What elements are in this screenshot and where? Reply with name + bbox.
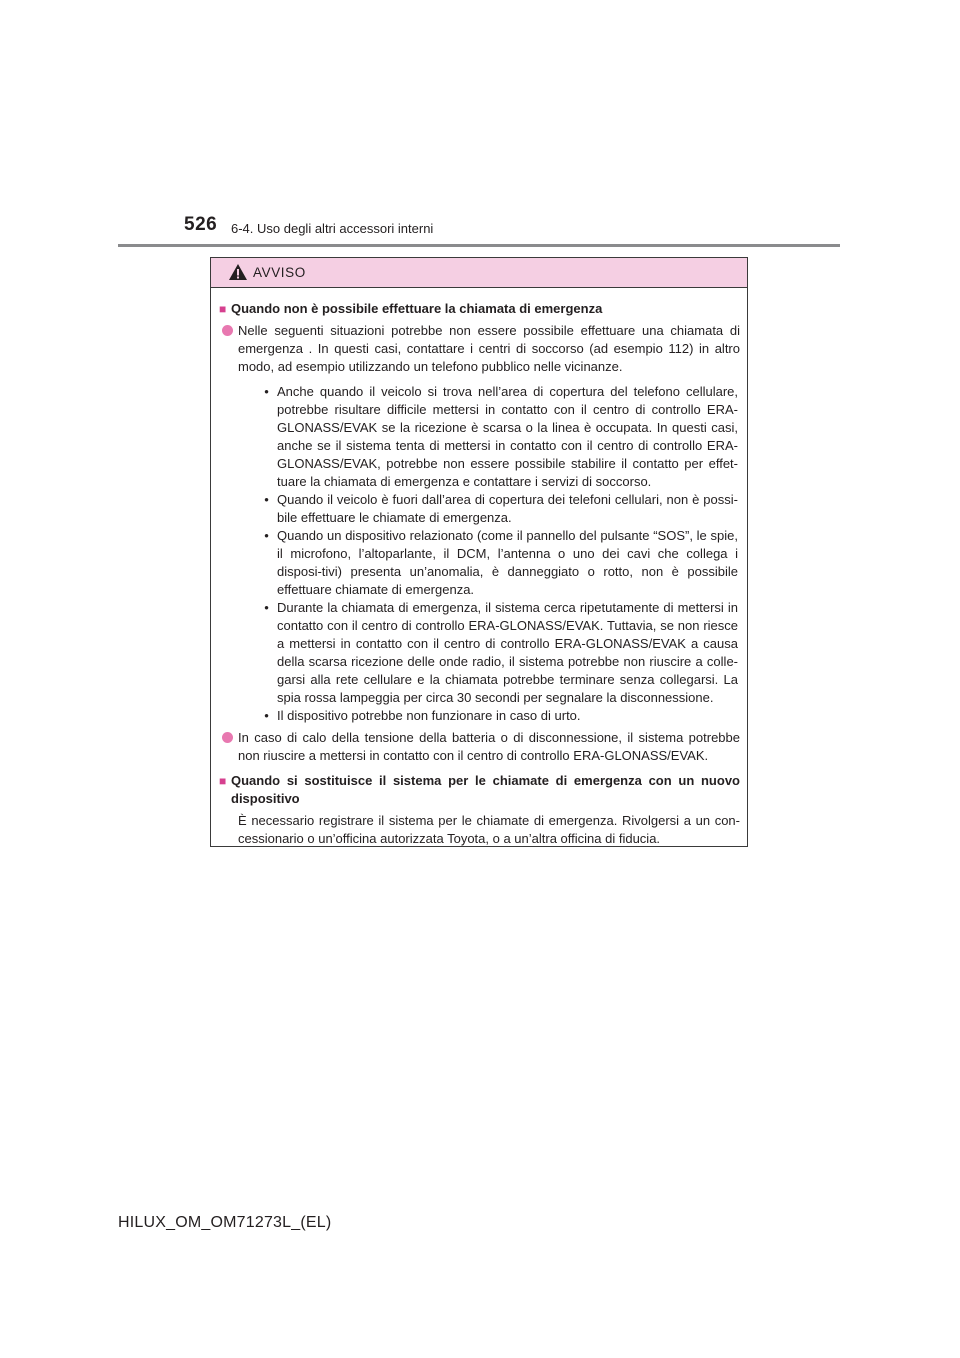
dot-bullet-icon: • xyxy=(264,528,269,543)
dot-bullet-icon: • xyxy=(264,708,269,723)
list-item xyxy=(219,729,740,765)
list-item-text: Nelle seguenti situazioni potrebbe non essere possibile effettuare una chiamata di emergenza . In questi casi, contattare i centri di soccorso (ad esempio 112) in altro modo, ad esempio utilizzando un telefono pubblico nelle vicinanze. xyxy=(238,323,740,374)
sub-list-item: • Quando un dispositivo relazionato (come il pannello del pulsante “SOS”, le spie, il microfono, l’altoparlante, il DCM, l’antenna o uno dei cavi che collega i disposi-tivi) presenta un’anomalia, è danneggiato o rotto, non è possibile effettuare chiamate di emergenza. xyxy=(256,527,740,599)
sub-list-item: • Quando il veicolo è fuori dall’area di copertura dei telefoni cellulari, non è possi-bile effettuare le chiamate di emergenza. xyxy=(256,491,740,527)
list-item xyxy=(219,322,740,725)
section-title: 6-4. Uso degli altri accessori interni xyxy=(231,221,434,236)
topic-heading xyxy=(219,772,740,808)
warning-triangle-icon xyxy=(228,263,248,281)
circle-bullet-icon xyxy=(219,322,238,725)
dot-bullet-icon: • xyxy=(264,492,269,507)
sub-list xyxy=(256,383,740,725)
warning-box xyxy=(210,257,748,847)
sub-list-item: • Durante la chiamata di emergenza, il sistema cerca ripetutamente di mettersi in contatto con il centro di controllo ERA-GLONASS/EVAK. Tuttavia, se non riesce a mettersi in contatto con il centro di controllo ERA-GLONASS/EVAK a causa della scarsa ricezione delle onde radio, il sistema potrebbe non riuscire a colle-garsi alla rete cellulare e la chiamata potrebbe terminare senza collegarsi. La spia rossa lampeggia per circa 30 secondi per segnalare la disconnessione. xyxy=(256,599,740,707)
square-bullet-icon: ■ xyxy=(219,302,227,316)
topic-text: È necessario registrare il sistema per le chiamate di emergenza. Rivolgersi a un con-cessionario o un’officina autorizzata Toyota, o a un’altra officina di fiducia. xyxy=(238,813,740,846)
warning-title: AVVISO xyxy=(253,265,306,280)
list-item-text: In caso di calo della tensione della batteria o di disconnessione, il sistema potrebbe non riuscire a mettersi in contatto con il centro di controllo ERA-GLONASS/EVAK. xyxy=(238,730,740,763)
page-number: 526 xyxy=(184,214,218,235)
topic-heading-text: Quando non è possibile effettuare la chiamata di emergenza xyxy=(231,301,603,316)
topic-heading-text: Quando si sostituisce il sistema per le chiamate di emergenza con un nuovo dispositivo xyxy=(231,773,740,806)
dot-bullet-icon: • xyxy=(264,600,269,615)
warning-body xyxy=(211,288,747,848)
header-divider xyxy=(118,244,840,247)
sub-list-item: • Il dispositivo potrebbe non funzionare in caso di urto. xyxy=(256,707,740,725)
warning-header xyxy=(211,258,747,288)
dot-bullet-icon: • xyxy=(264,384,269,399)
topic-emergency-call-unavailable xyxy=(219,300,740,765)
square-bullet-icon: ■ xyxy=(219,774,227,788)
sub-list-item: • Anche quando il veicolo si trova nell’area di copertura del telefono cellulare, potrebbe risultare difficile mettersi in contatto con il centro di controllo ERA-GLONASS/EVAK se la ricezione è scarsa o la linea è occupata. In questi casi, anche se il sistema tenta di mettersi in contatto con il centro di controllo ERA-GLONASS/EVAK, potrebbe non essere possibile stabilire il contatto per effet-tuare la chiamata di emergenza e contattare i servizi di soccorso. xyxy=(256,383,740,491)
topic-system-replacement xyxy=(219,772,740,848)
topic-heading xyxy=(219,300,740,318)
circle-bullet-icon xyxy=(219,729,238,765)
document-code: HILUX_OM_OM71273L_(EL) xyxy=(118,1214,332,1231)
